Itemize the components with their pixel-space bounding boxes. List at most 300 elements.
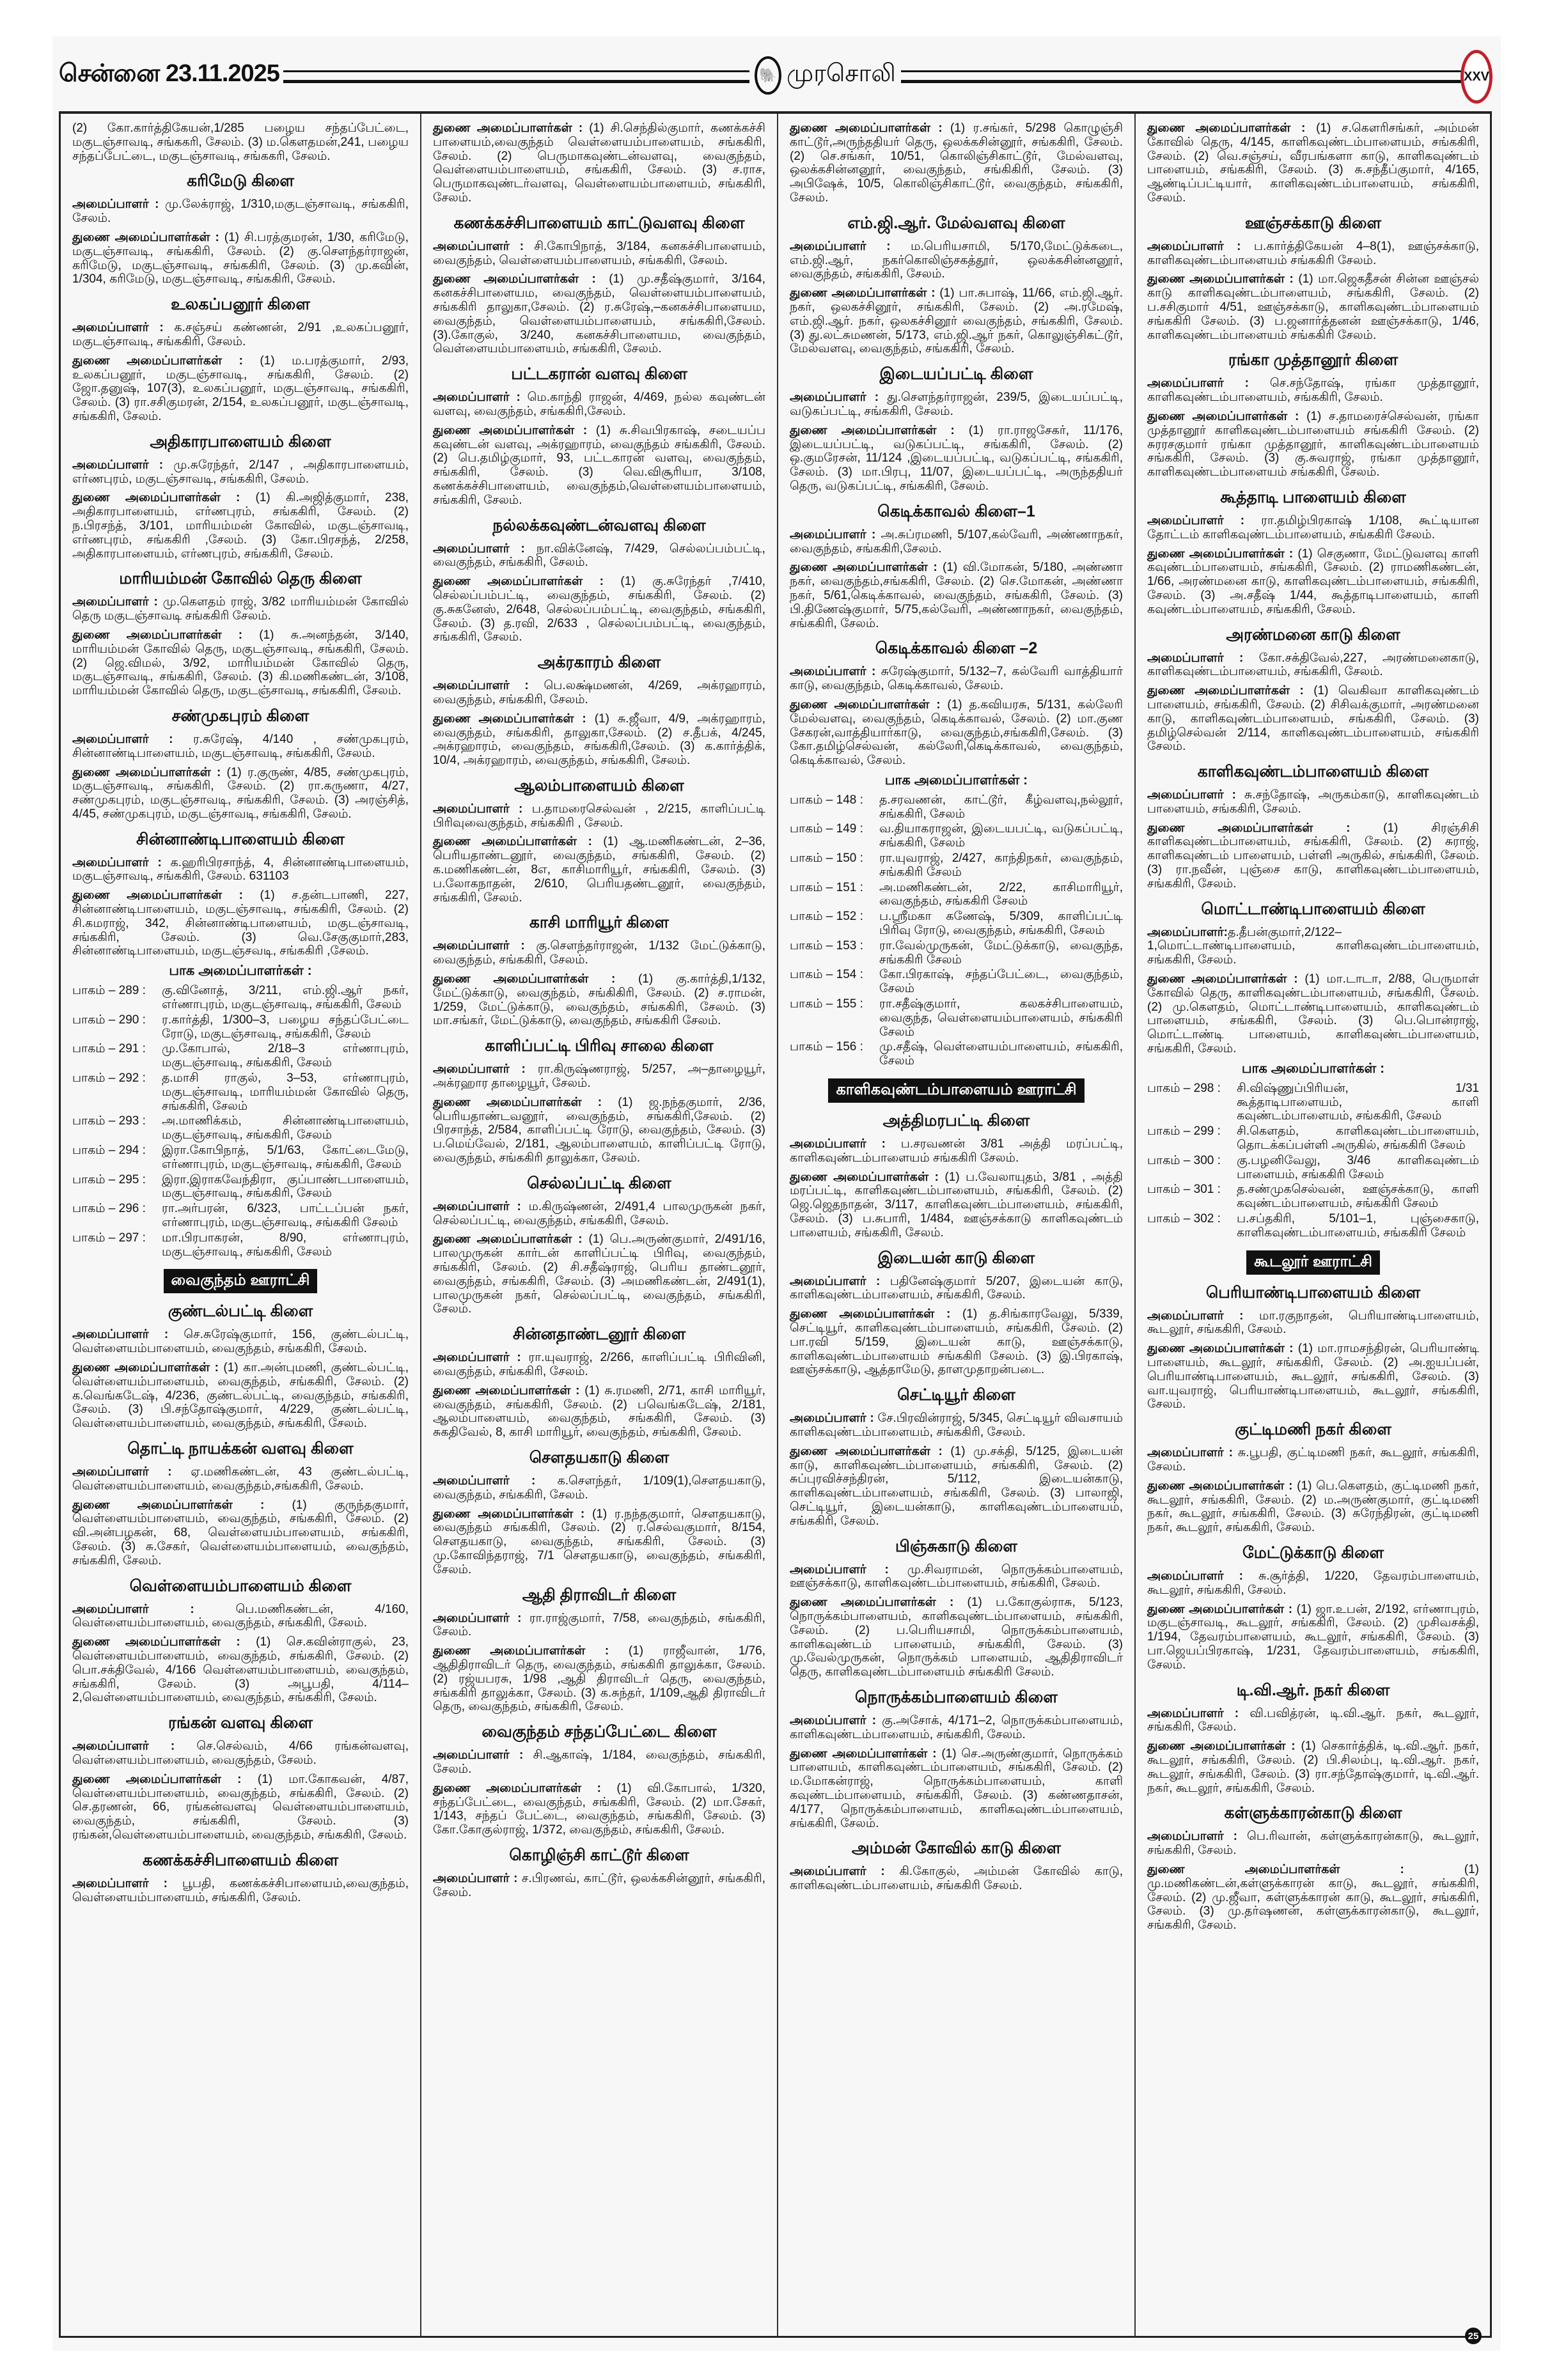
role-label: துணை அமைப்பாளர்கள் : bbox=[1147, 547, 1294, 561]
organiser-entry bbox=[433, 1474, 765, 1502]
booth-number: பாகம் – 296 : bbox=[72, 1202, 146, 1216]
branch-heading: அரண்மனை காடு கிளை bbox=[1226, 625, 1400, 644]
booth-organiser-entry bbox=[1147, 1154, 1479, 1182]
organiser-details: (1) மா.ஜெகதீசன் சின்ன ஊஞ்சல் காடு காளிகவுண்டம்பாளையம், சங்ககிரி, சேலம். (2) ப.சசிகுமார் 4/51, ஊஞ்சக்காடு, காளிகவுண்டம்பாளையம் சங்ககிரி சேலம். (3) ப.ஜனார்த்தனன் ஊஞ்சக்காடு, 1/46, காளிகவுண்டம்பாளையம் சங்ககிரி சேலம். bbox=[1147, 272, 1479, 342]
organiser-details: ரா.யுவராஜ், 2/266, காளிப்பட்டி பிரிவினி, வைகுந்தம், சங்ககிரி, சேலம். bbox=[433, 1351, 765, 1378]
organiser-details: அ.சுப்ரமணி, 5/107,கல்வேரி, அண்ணாநகர், வைகுந்தம், சங்ககிரி,சேலம். bbox=[790, 527, 1123, 556]
subsection-heading: பாக அமைப்பாளர்கள் : bbox=[884, 772, 1028, 788]
organiser-details: (1) ஆ.மணிகண்டன், 2–36, பெரியதாண்டனூர், வைகுந்தம், சங்ககிரி, சேலம். (2) க.மணிகண்டன், 8எ, காசிமாரியூர், சங்ககிரி, சேலம். (3) ப.லோகநாதன், 2/610, பெரியதண்டனூர், வைகுந்தம், சங்ககிரி, சேலம். bbox=[433, 835, 765, 905]
role-label: துணை அமைப்பாளர்கள் : bbox=[72, 889, 243, 903]
role-label: அமைப்பாளர் : bbox=[433, 239, 524, 253]
organiser-entry bbox=[72, 491, 409, 561]
role-label: அமைப்பாளர் : bbox=[433, 1611, 522, 1625]
organiser-details: மா.ரகுநாதன், பெரியாண்டிபாளையம், கூடலூர், சங்ககிரி, சேலம். bbox=[1147, 1309, 1479, 1337]
organiser-details: (1) சி.செந்தில்குமார், கணக்கச்சி பாளையம்,வைகுந்தம் வெள்ளையம்பாளையம், சங்ககிரி, சேலம். (2) பெருமாகவுண்டன்வளவு, வைகுந்தம், வெள்ளையம்பாளையம், சங்ககிரி, சேலம். (3) ச.ராச, பெருமாகவுண்டர்வளவு, வெள்ளையம்பாளையம், சங்ககிரி, சேலம். bbox=[433, 121, 765, 205]
role-label: துணை அமைப்பாளர்கள் : bbox=[72, 1635, 240, 1649]
organiser-entry bbox=[433, 575, 765, 644]
organiser-entry bbox=[72, 1361, 409, 1431]
role-label: துணை அமைப்பாளர்கள் : bbox=[790, 1444, 943, 1458]
branch-heading: சௌதயகாடு கிளை bbox=[529, 1448, 670, 1466]
organiser-details: (1) ராஜீவான், 1/76, ஆதிதிராவிடர் தெரு, வைகுந்தம், சங்ககிரி தாலுக்கா, சேலம். (2) ரஜ்யபரசு, 1/98 ,ஆதி திராவிடர் தெரு, வைகுந்தம், சங்ககிரி தாலுக்கா, சேலம். (3) க.சுந்தர், 1/109,ஆதி திராவிடர் தெரு, வைகுந்தம், சங்ககிரி, சேலம். bbox=[433, 1644, 765, 1714]
booth-number: பாகம் – 156 : bbox=[790, 1040, 863, 1054]
organiser-details: (1) ச.தாமரைச்செல்வன், ரங்கா முத்தானூர் காளிகவுண்டம்பாளையம் சங்ககிரி சேலம். (2) சுரரசகுமார் ரங்கா முத்தானூர், காளிகவுண்டம்பாளையம் சங்ககிரி, சேலம். (3) கு.சுவராஜ், ரங்கா முத்தானூர், காளிகவுண்டம்பாளையம் சங்ககிரி, சேலம். bbox=[1147, 409, 1479, 479]
branch-heading: இடையன் காடு கிளை bbox=[877, 1248, 1035, 1267]
paper-logo bbox=[749, 56, 901, 95]
organiser-entry bbox=[1147, 121, 1479, 205]
panchayat-banner bbox=[72, 1269, 409, 1293]
organiser-entry bbox=[72, 1739, 409, 1768]
booth-organiser-details: ர.கார்த்தி, 1/300–3, பழைய சந்தப்பேட்டை ரோடு, மகுடஞ்சாவடி, சங்ககிரி, சேலம் bbox=[162, 1013, 409, 1041]
booth-organiser-details: த.மாசி ராகுல், 3–53, எர்ணாபுரம், மகுடஞ்சாவடி, மாரியம்மன் கோவில் தெரு, சங்ககிரி, சேலம் bbox=[162, 1071, 409, 1113]
role-label: துணை அமைப்பாளர்கள் : bbox=[433, 272, 596, 286]
organiser-entry bbox=[433, 1872, 765, 1900]
role-label: அமைப்பாளர் : bbox=[72, 321, 164, 335]
organiser-details: (1) மா.டாடா, 2/88, பெருமாள் கோவில் தெரு, காளிகவுண்டம்பாளையம், சங்ககிரி, சேலம். (2) மு.கௌதம், மொட்டாண்டிபாளையம், காளிகவுண்டம் பாளையம், சங்ககிரி, சேலம். (3) பெ.பொன்ராஜ், மொட்டாண்டி பாளையம், காளிகவுண்டம்பாளையம், சங்ககிரி, சேலம். bbox=[1147, 972, 1479, 1056]
role-label: அமைப்பாளர் : bbox=[790, 1713, 877, 1727]
organiser-entry bbox=[1147, 1707, 1479, 1735]
organiser-details: செ.செல்வம், 4/66 ரங்கன்வளவு, வெள்ளையம்பாளையம், வைகுந்தம், சேலம். bbox=[72, 1739, 409, 1767]
branch-heading: எம்.ஜி.ஆர். மேல்வளவு கிளை bbox=[847, 214, 1065, 232]
organiser-details: (1) கி.அஜித்குமார், 238, அதிகாரபாளையம், எர்ணபுரம், சங்ககிரி, சேலம். (2) ந.பிரசந்த், 3/101, மாரியம்மன் கோவில், மகுடஞ்சாவடி, எர்ணபுரம், சங்ககிரி ,சேலம். (3) கோ.பிரசந்த், 2/258, அதிகாரபாளையம், எர்ணபுரம், சங்ககிரி, சேலம். bbox=[72, 491, 409, 561]
booth-organiser-details: ப.சப்தகிரி, 5/101–1, புஞ்சைகாடு, காளிகவுண்டம்பாளையம், சங்ககிரி சேலம் bbox=[1237, 1212, 1479, 1240]
booth-organiser-entry bbox=[790, 939, 1123, 967]
branch-heading: அத்திமரபட்டி கிளை bbox=[882, 1112, 1030, 1130]
branch-heading: அதிகாரபாளையம் கிளை bbox=[150, 432, 331, 451]
organiser-entry bbox=[72, 458, 409, 486]
organiser-details: (1) சு.ஜீவா, 4/9, அக்ரஹாரம், வைகுந்தம், சங்ககிரி, தாலுகா,சேலம். (2) ச.தீபக், 4/245, அக்ரஹாரம், வைகுந்தம், சங்ககிரி,சேலம். (3) க.கார்த்திக், 10/4, அக்ரஹாரம், வைகுந்தம், சங்ககிரி, சேலம். bbox=[433, 712, 765, 768]
booth-organiser-entry bbox=[1147, 1124, 1479, 1153]
role-label: துணை அமைப்பாளர்கள் : bbox=[1147, 684, 1304, 698]
booth-organiser-details: ரா.அர்பரன், 6/323, பாட்டப்பன் நகர், எர்ணாபுரம், மகுடஞ்சாவடி, சங்ககிரி சேலம் bbox=[162, 1202, 409, 1230]
organiser-entry bbox=[72, 889, 409, 958]
booth-organiser-details: சி.விஷ்ணுப்பிரியன், 1/31 கூத்தாடிபாளையம், காளி கவுண்டம்பாளையம், சங்ககிரி, சேலம் bbox=[1237, 1081, 1479, 1123]
organiser-details: மு.லேக்ராஜ், 1/310,மகுடஞ்சாவடி, சங்ககிரி, சேலம். bbox=[72, 198, 409, 226]
organiser-entry bbox=[433, 542, 765, 570]
organiser-details: மு.சிவராமன், நொருக்கம்பாளையம், ஊஞ்சக்காடு, காளிகவுண்டம்பாளையம், சங்ககிரி, சேலம். bbox=[790, 1562, 1124, 1591]
branch-heading: மொட்டாண்டிபாளையம் கிளை bbox=[1201, 899, 1425, 918]
organiser-entry bbox=[790, 665, 1123, 693]
booth-organiser-details: இரா.கோபிநாத், 5/1/63, கோட்டைமேடு, எர்ணாபுரம், மகுடஞ்சாவடி, சங்ககிரி, சேலம் bbox=[162, 1144, 409, 1171]
organiser-entry bbox=[1147, 651, 1479, 680]
organiser-entry bbox=[433, 1748, 765, 1777]
masthead bbox=[59, 56, 1492, 95]
organiser-entry bbox=[72, 1328, 409, 1356]
branch-heading: ஆதி திராவிடர் கிளை bbox=[522, 1585, 677, 1604]
panchayat-banner bbox=[1147, 1250, 1479, 1275]
booth-organiser-details: கு.பழனிவேலு, 3/46 காளிகவுண்டம் பாளையம், சங்ககிரி சேலம் bbox=[1237, 1153, 1479, 1181]
organiser-details: (1) கா.அன்புமணி, குண்டல்பட்டி, வெள்ளையம்பாளையம், வைகுந்தம், சங்ககிரி, சேலம். (2) க.வெங்கடேஷ், 4/236, குண்டல்பட்டி, வைகுந்தம், சங்ககிரி, சேலம். (3) பி.சந்தோஷ்குமார், 4/229, குண்டல்பட்டி, வெள்ளையம்பாளையம், வைகுந்தம், சங்ககிரி, சேலம். bbox=[72, 1361, 409, 1431]
booth-organiser-entry bbox=[1147, 1183, 1479, 1211]
role-label: அமைப்பாளர் : bbox=[433, 1062, 526, 1077]
organiser-entry bbox=[790, 1714, 1123, 1742]
paper-name: முரசொலி bbox=[787, 60, 896, 87]
organiser-entry bbox=[72, 354, 409, 424]
role-label: அமைப்பாளர் : bbox=[790, 1412, 874, 1426]
column-2 bbox=[421, 114, 777, 2332]
organiser-details: ம.பெரியசாமி, 5/170,மேட்டுக்கடை, எம்.ஜி.ஆர், நகர்கொலிஞ்சகத்தூர், ஒலக்கசின்னனூர், வைகுந்தம், சங்ககிரி, சேலம். bbox=[790, 239, 1124, 281]
role-label: அமைப்பாளர் : bbox=[1147, 1706, 1239, 1720]
organiser-entry bbox=[1147, 377, 1479, 405]
organiser-entry bbox=[1147, 547, 1479, 617]
branch-heading: குண்டல்பட்டி கிளை bbox=[168, 1302, 313, 1321]
role-label: அமைப்பாளர் : bbox=[1147, 1309, 1244, 1323]
role-label: அமைப்பாளர் : bbox=[72, 458, 164, 472]
booth-organiser-entry bbox=[790, 1040, 1123, 1068]
role-label: அமைப்பாளர் : bbox=[433, 1871, 518, 1885]
organiser-entry bbox=[1147, 1569, 1479, 1598]
organiser-details: (1) வி.மோகன், 5/180, அண்ணா நகர், வைகுந்தம்,சங்ககிரி, சேலம். (2) செ.மோகன், அண்ணா நகர், 5/61,கெடிக்காவல், வைகுந்தம், சங்ககிரி, சேலம். (3) பி.திணேஷ்குமார், 5/75,கல்வேரி, அண்ணாநகர், வைகுந்தம், சங்ககிரி, சேலம். bbox=[790, 561, 1124, 630]
organiser-details: கு.சௌந்தர்ராஜன், 1/132 மேட்டுக்காடு, வைகுந்தம், சங்ககிரி, சேலம். bbox=[433, 939, 765, 967]
organiser-details: (1) ரா.ராஜசேகர், 11/176, இடையப்பட்டி, வடுகப்பட்டி, சங்ககிரி, சேலம். (2) ஒ.குமரேசன், 11/124 ,இடையப்பட்டி, வடுகப்பட்டி, சங்ககிரி, சேலம். (3) மா.பிரபு, 11/07, இடையப்பட்டி, அருந்ததியர் தெரு, வடுகப்பட்டி, சங்ககிரி, சேலம். bbox=[790, 423, 1123, 493]
organiser-entry bbox=[790, 391, 1123, 419]
organiser-details: (1) வி.கோபால், 1/320, சந்தப்பேட்டை, வைகுந்தம், சங்ககிரி, சேலம். (2) மா.சேகர், 1/143, சந்தப் பேட்டை, வைகுந்தம், சங்ககிரி, சேலம். (3) கோ.கோகுல்ராஜ், 1/372, வைகுந்தம், சங்ககிரி, சேலம். bbox=[433, 1781, 765, 1837]
booth-number: பாகம் – 149 : bbox=[790, 822, 863, 836]
organiser-entry bbox=[433, 1782, 765, 1837]
booth-organiser-entry bbox=[72, 1202, 409, 1230]
branch-heading: நொருக்கம்பாளையம் கிளை bbox=[855, 1688, 1058, 1706]
role-label: துணை அமைப்பாளர்கள் : bbox=[72, 354, 243, 368]
organiser-details: செ.சந்தோஷ், ரங்கா முத்தானூர், காளிகவுண்டம்பாளையம், சங்ககிரி, சேலம். bbox=[1147, 377, 1479, 405]
organiser-entry bbox=[1147, 240, 1479, 268]
booth-organiser-details: த.சரவணன், காட்டூர், கீழ்வளவு,நல்லூர், சங்ககிரி, சேலம் bbox=[879, 793, 1123, 821]
organiser-entry bbox=[790, 1747, 1123, 1831]
role-label: துணை அமைப்பாளர்கள் : bbox=[433, 1095, 602, 1109]
booth-number: பாகம் – 289 : bbox=[72, 984, 146, 998]
organiser-details: (1) த.கவியரசு, 5/131, கல்லேரி மேல்வளவு, வைகுந்தம், கெடிக்காவல், சேலம். (2) மா.குண சேகரன்,வாத்தியார்காடு, வைகுந்தம்,சங்ககிரி,சேலம். (3) கோ.தமிழ்செல்வன், கல்லேரி,கெடிக்காவல், வைகுந்தம், கெடிக்காவல், சேலம். bbox=[790, 697, 1123, 768]
role-label: அமைப்பாளர் : bbox=[72, 1602, 194, 1616]
role-label: துணை அமைப்பாளர்கள் : bbox=[1147, 821, 1351, 835]
organiser-entry bbox=[790, 240, 1123, 281]
organiser-details: (1) சு.அனந்தன், 3/140, மாரியம்மன் கோவில் தெரு, மகுடஞ்சாவடி, சங்ககிரி, சேலம். (2) ஜெ.விமல், 3/92, மாரியம்மன் கோவில் தெரு, மகுடஞ்சாவடி, சங்ககிரி, சேலம். (3) கி.மணிகண்டன், 3/108, மாரியம்மன் கோவில் தெரு, மகுடஞ்சாவடி, சங்ககிரி, சேலம். bbox=[72, 628, 409, 698]
organiser-entry bbox=[433, 679, 765, 707]
organiser-entry bbox=[72, 231, 409, 286]
role-label: துணை அமைப்பாளர்கள் : bbox=[433, 712, 586, 726]
organiser-details: கு.அசோக், 4/171–2, நொருக்கம்பாளையம், காளிகவுண்டம்பாளையம், சங்ககிரி, சேலம். bbox=[790, 1713, 1123, 1741]
role-label: துணை அமைப்பாளர்கள் : bbox=[790, 1596, 954, 1610]
branch-heading: மேட்டுக்காடு கிளை bbox=[1242, 1543, 1384, 1562]
organiser-entry bbox=[790, 1445, 1123, 1528]
organiser-entry bbox=[433, 1644, 765, 1714]
organiser-entry bbox=[1147, 1739, 1479, 1795]
branch-heading: கூத்தாடி பாளையம் கிளை bbox=[1220, 488, 1406, 506]
organiser-entry bbox=[72, 733, 409, 761]
booth-number: பாகம் – 151 : bbox=[790, 880, 863, 894]
booth-number: பாகம் – 300 : bbox=[1147, 1153, 1221, 1167]
role-label: அமைப்பாளர் : bbox=[1147, 788, 1236, 802]
organiser-entry bbox=[1147, 788, 1479, 816]
organiser-entry bbox=[72, 856, 409, 884]
organiser-details: (1) செகார்த்திக், டி.வி.ஆர். நகர், கூடலூர், சங்ககிரி, சேலம். (2) பி.சிலம்பு, டி.வி.ஆர். நகர், கூடலூர், சங்ககிரி, சேலம். (3) ரா.சந்தோஷ்குமார், டி.வி.ஆர். நகர், கூடலூர், சங்ககிரி, சேலம். bbox=[1147, 1739, 1480, 1795]
organiser-details: (1) பெ.கௌதம், குட்டிமணி நகர், கூடலூர், சங்ககிரி, சேலம். (2) ம.அருண்குமார், குட்டிமணி நகர், கூடலூர், சங்ககிரி, சேலம். (3) சுரேந்திரன், குட்டிமணி நகர், கூடலூர், சங்ககிரி, சேலம். bbox=[1147, 1479, 1479, 1535]
branch-heading: செல்லப்பட்டி கிளை bbox=[527, 1174, 671, 1192]
column-1 bbox=[61, 114, 420, 2332]
booth-number: பாகம் – 301 : bbox=[1147, 1183, 1221, 1197]
organiser-details: (1) ர.சங்கர், 5/298 கொழுஞ்சி காட்டூர்,அருந்ததியர் தெரு, ஒலக்கசின்னூர், சங்ககிரி, சேலம். (2) செ.சங்கர், 10/51, கொலிஞ்சிகாட்டூர், மேல்வளவு, ஒலக்கசின்னனூர், வைகுந்தம், சங்கிகிரி, சேலம். (3) அபிஷேக், 10/5, கொலிஞ்சிகாட்டூர், வைகுந்தம், சங்ககிரி, சேலம். bbox=[790, 121, 1123, 205]
subsection-heading: பாக அமைப்பாளர்கள் : bbox=[1241, 1061, 1385, 1076]
organiser-entry bbox=[790, 528, 1123, 556]
booth-organiser-details: ரா.சதீஷ்குமார், கலகச்சிபாளையம், வைகுந்த, வெள்ளையம்பாளையம், சங்ககிரி சேலம் bbox=[879, 997, 1123, 1039]
branch-heading: அக்ரகாரம் கிளை bbox=[537, 653, 661, 672]
organiser-entry bbox=[72, 595, 409, 623]
organiser-entry bbox=[433, 1507, 765, 1577]
booth-number: பாகம் – 294 : bbox=[72, 1144, 146, 1158]
organiser-entry bbox=[790, 1563, 1123, 1591]
booth-organiser-details: சி.கௌதம், காளிகவுண்டம்பாளையம், தொடக்கப்பள்ளி அருகில், சங்ககிரி சேலம் bbox=[1237, 1124, 1479, 1153]
booth-organiser-entry bbox=[72, 1173, 409, 1201]
organiser-details: (1) பெ.அருண்குமார், 2/491/16, பாலமுருகன் கார்டன் காளிப்பட்டி பிரிவு, வைகுந்தம், சங்ககிரி, சேலம். (2) சி.சதீஷ்ராஜ், பெரிய தாண்டனூர், வைகுந்தம், சங்ககிரி, சேலம். (3) அமணிகண்டன், 2/491(1), பாலமுருகன் நகர், செல்லப்பட்டி, வைகுந்தம், சங்ககிரி, சேலம். bbox=[433, 1233, 765, 1316]
role-label: அமைப்பாளர் : bbox=[433, 391, 521, 405]
organiser-details: ரா.தமிழ்பிரகாஷ் 1/108, கூட்டியான தோட்டம் காளிகவுண்டம்பாளையம், சங்ககிரி சேலம். bbox=[1147, 513, 1479, 541]
role-label: அமைப்பாளர் : bbox=[790, 665, 876, 679]
role-label: துணை அமைப்பாளர்கள் : bbox=[790, 423, 955, 437]
branch-heading: தொட்டி நாயக்கன் வளவு கிளை bbox=[127, 1439, 354, 1458]
organiser-details: (1) ஜா.உபன், 2/192, எர்ணாபுரம், மகுடஞ்சாவடி, கூடலூர், சங்ககிரி, சேலம். (2) முசிவசக்தி, 1/194, தேவரம்பாளையம், கூடலூர், சங்ககிரி, சேலம். (3) பா.ஜெயப்பிரகாஷ், 1/231, தேவரம்பாளையம், சங்ககிரி, சேலம். bbox=[1147, 1602, 1479, 1672]
organiser-entry bbox=[1147, 972, 1479, 1056]
role-label: துணை அமைப்பாளர்கள் : bbox=[790, 1307, 951, 1321]
role-label: துணை அமைப்பாளர்கள் : bbox=[1147, 409, 1299, 423]
organiser-entry bbox=[72, 198, 409, 226]
role-label: அமைப்பாளர் : bbox=[790, 1865, 885, 1879]
organiser-details: பெ.லக்ஷ்மணன், 4/269, அக்ரஹாரம், வைகுந்தம், சங்ககிரி, சேலம். bbox=[433, 679, 765, 706]
role-label: அமைப்பாளர் : bbox=[1147, 1446, 1233, 1460]
organiser-entry bbox=[433, 240, 765, 268]
organiser-details: (1) ஜ.நந்தகுமார், 2/36, பெரியதாண்டவனூர், வைகுந்தம், சங்ககிரி,சேலம். (2) பிரசாந்த், 2/584, காளிப்பட்டி ரோடு, வைகுந்தம், சேலம். (3) ப.மெய்வேல், 2/181, ஆலம்பாளையம், காளிப்பட்டி ரோடு, வைகுந்தம், சங்ககிரி தாலுக்கா, சேலம். bbox=[433, 1095, 765, 1165]
organiser-entry bbox=[1147, 1479, 1479, 1535]
role-label: துணை அமைப்பாளர்கள் : bbox=[1147, 972, 1298, 986]
role-label: துணை அமைப்பாளர்கள் : bbox=[790, 121, 943, 135]
role-label: துணை அமைப்பாளர்கள் : bbox=[433, 1644, 609, 1658]
organiser-entry bbox=[790, 424, 1123, 494]
elephant-emblem-icon: 🐘 bbox=[755, 56, 781, 95]
organiser-entry bbox=[1147, 926, 1479, 967]
role-label: அமைப்பாளர் : bbox=[1147, 1569, 1243, 1583]
role-label: துணை அமைப்பாளர்கள் : bbox=[1147, 1602, 1293, 1616]
organiser-details: ரா.கிருஷ்ணராஜ், 5/257, அ–தாழையூர், அக்ரஹார தாழையூர், சேலம். bbox=[433, 1062, 766, 1091]
booth-organiser-entry bbox=[1147, 1082, 1479, 1123]
organiser-details: ர.சுரேஷ், 4/140 , சண்முகபுரம், சின்னாண்டிபாளையம், மகுடஞ்சாவடி, சங்ககிரி, சேலம். bbox=[72, 732, 409, 760]
organiser-entry bbox=[1147, 821, 1479, 891]
organiser-entry bbox=[433, 1384, 765, 1440]
booth-organiser-entry bbox=[790, 822, 1123, 850]
role-label: துணை அமைப்பாளர்கள் : bbox=[433, 1507, 585, 1521]
branch-heading: வைகுந்தம் சந்தப்பேட்டை கிளை bbox=[482, 1723, 717, 1741]
organiser-details: (1) ர.நந்தகுமார், சௌதயகாடு, வைகுந்தம் சங்ககிரி, சேலம். (2) ர.செல்வகுமார், 8/154, சௌதயகாடு, வைகுந்தம், சங்ககிரி, சேலம். (3) மு.கோவிந்தராஜ், 7/1 சௌதயகாடு, வைகுந்தம், சங்ககிரி, சேலம். bbox=[433, 1507, 765, 1576]
booth-number: பாகம் – 297 : bbox=[72, 1231, 146, 1245]
organiser-entry bbox=[790, 1307, 1123, 1377]
booth-organiser-details: இரா.இராகவேந்திரா, குப்பாண்டபாளையம், மகுடஞ்சாவடி, சங்ககிரி, சேலம் bbox=[162, 1172, 409, 1201]
organiser-details: பூபதி, கணக்கச்சிபாளையம்,வைகுந்தம், வெள்ளையம்பாளையம், சங்ககிரி, சேலம். bbox=[72, 1876, 409, 1904]
role-label: துணை அமைப்பாளர்கள் : bbox=[1147, 1862, 1404, 1876]
booth-organiser-details: மு.கோபால், 2/18–3 எர்ணாபுரம், மகுடஞ்சாவடி, சங்ககிரி, சேலம் bbox=[162, 1042, 409, 1070]
organiser-details: த.தீபன்குமார்,2/122–1,மொட்டாண்டிபாளையம், காளிகவுண்டம்பாளையம், சங்ககிரி, சேலம். bbox=[1147, 925, 1479, 967]
organiser-details: ப.சரவணன் 3/81 அத்தி மரப்பட்டி, காளிகவுண்டம்பாளையம் சங்ககிரி சேலம். bbox=[790, 1137, 1123, 1165]
organiser-entry bbox=[790, 1137, 1123, 1165]
role-label: அமைப்பாளர் : bbox=[433, 802, 523, 816]
role-label: அமைப்பாளர் : bbox=[1147, 239, 1241, 253]
organiser-details: ம.கிருஷ்ணன், 2/491,4 பாலமுருகன் நகர், செல்லப்பட்டி, வைகுந்தம், சங்ககிரி, சேலம். bbox=[433, 1199, 765, 1227]
organiser-entry bbox=[790, 286, 1123, 356]
branch-heading: கரிமேடு கிளை bbox=[187, 172, 294, 191]
booth-organiser-entry bbox=[790, 968, 1123, 996]
organiser-entry bbox=[790, 561, 1123, 630]
organiser-details: ப.கார்த்திகேயன் 4–8(1), ஊஞ்சக்காடு, காளிகவுண்டம்பாளையம் சங்ககிரி சேலம். bbox=[1147, 239, 1479, 267]
booth-number: பாகம் – 299 : bbox=[1147, 1124, 1221, 1139]
organiser-details: சு.சூர்த்தி, 1/220, தேவரம்பாளையம், கூடலூர், சங்ககிரி, சேலம். bbox=[1147, 1569, 1479, 1597]
organiser-details: ச.பிரணவ், காட்டூர், ஒலக்கசின்னூர், சங்ககிரி, சேலம். bbox=[433, 1871, 766, 1899]
branch-heading: பிஞ்சுகாடு கிளை bbox=[895, 1537, 1017, 1555]
role-label: துணை அமைப்பாளர்கள் : bbox=[72, 765, 221, 779]
role-label: அமைப்பாளர் : bbox=[790, 1562, 889, 1576]
organiser-details: சி.ஆகாஷ், 1/184, வைகுந்தம், சங்ககிரி, சேலம். bbox=[433, 1748, 765, 1776]
organiser-details: க.ஹரிபிரசாந்த், 4, சின்னாண்டிபாளையம், மகுடஞ்சாவடி, சங்ககிரி, சேலம். 631103 bbox=[72, 855, 409, 883]
role-label: துணை அமைப்பாளர்கள் : bbox=[433, 972, 616, 986]
role-label: துணை அமைப்பாளர்கள் : bbox=[790, 1170, 939, 1184]
organiser-details: (1) பா.சுபாஷ், 11/66, எம்.ஜி.ஆர். நகர், ஒலகச்சினூர், சங்ககிரி, சேலம். (2) அ.ரமேஷ், எம்.ஜி.ஆர். நகர், ஒலகச்சினூர் வைகுந்தம், சங்ககிரி, சேலம். (3) து.லட்சுமணன், 5/173, எம்.ஜி.ஆர் நகர், கொலுஞ்சிகட்டூர், மேல்வளவு, வைகுந்தம், சங்ககிரி, சேலம். bbox=[790, 286, 1123, 356]
booth-organiser-entry bbox=[790, 910, 1123, 938]
organiser-entry bbox=[72, 1603, 409, 1631]
booth-number: பாகம் – 153 : bbox=[790, 938, 863, 953]
branch-heading: கொழிஞ்சி காட்டூர் கிளை bbox=[509, 1846, 689, 1864]
organiser-details: சு.சந்தோஷ், அருகம்காடு, காளிகவுண்டம் பாளையம், சங்ககிரி, சேலம். bbox=[1147, 788, 1479, 816]
booth-organiser-entry bbox=[790, 881, 1123, 909]
organiser-entry bbox=[1147, 1863, 1479, 1933]
booth-number: பாகம் – 291 : bbox=[72, 1042, 146, 1056]
branch-heading: காசி மாரியூர் கிளை bbox=[529, 914, 670, 932]
booth-organiser-entry bbox=[790, 852, 1123, 880]
organiser-details: கோ.சக்திவேல்,227, அரண்மனைகாடு, காளிகவுண்டம்பாளையம், சங்ககிரி, சேலம். bbox=[1147, 651, 1480, 679]
organiser-details: (1) செ.அருண்குமார், நொருக்கம் பாளையம், காளிகவுண்டம்பாளையம், சங்ககிரி, சேலம். (2) ம.மோகன்ராஜ், நொருக்கம்பாளையம், காளி கவுண்டம்பாளையம், சங்ககிரி, சேலம். (3) கண்ணதாசன், 4/177, நொருக்கம்பாளையம், காளிகவுண்டம்பாளையம், சங்ககிரி, சேலம். bbox=[790, 1746, 1123, 1830]
organiser-details: (1) மா.கோகவன், 4/87, வெள்ளையம்பாளையம், வைகுந்தம், சங்ககிரி, சேலம். (2) செ.தரணன், 66, ரங்கன்வளவு வெள்ளையம்பாளையம், வைகுந்தம், சங்ககிரி, சேலம். (3) ரங்கன்,வெள்ளையம்பாளையம், வைகுந்தம், சங்ககிரி, சேலம். bbox=[72, 1772, 409, 1842]
booth-organiser-details: அ.மணிகண்டன், 2/22, காசிமாரியூர், வைகுந்தம், சங்ககிரி சேலம் bbox=[879, 880, 1123, 908]
branch-heading: காளிப்பட்டி பிரிவு சாலை கிளை bbox=[485, 1037, 714, 1055]
organiser-entry bbox=[1147, 1603, 1479, 1672]
organiser-entry bbox=[72, 321, 409, 349]
branch-heading: வெள்ளையம்பாளையம் கிளை bbox=[129, 1576, 352, 1595]
organiser-entry bbox=[790, 1865, 1123, 1893]
organiser-entry bbox=[1147, 514, 1479, 542]
organiser-details: (1) ச.கௌரிசங்கர், அம்மன் கோவில் தெரு, 4/145, காளிகவுண்டம்பாளையம், சங்ககிரி, சேலம். (2) வெ.சஞ்சய், வீரபங்களா காடு, காளிகவுண்டம் பாளையம், சங்ககிரி, சேலம். (3) சு.சந்தீப்குமார், 4/165, ஆண்டிப்பட்டியார், காளிகவுண்டம்பாளையம், சங்ககிரி, சேலம். bbox=[1147, 121, 1479, 205]
organiser-entry bbox=[72, 1465, 409, 1493]
organiser-details: சு.பூபதி, குட்டிமணி நகர், கூடலூர், சங்ககிரி, சேலம். bbox=[1147, 1446, 1479, 1474]
booth-organiser-entry bbox=[72, 1231, 409, 1259]
organiser-entry bbox=[72, 766, 409, 821]
organiser-entry bbox=[1147, 1342, 1479, 1412]
booth-organiser-details: ரா.வேல்முருகன், மேட்டுக்காடு, வைகுந்த, சங்ககிரி சேலம் bbox=[879, 938, 1123, 967]
branch-heading: சின்னதாண்டனூர் கிளை bbox=[512, 1325, 686, 1344]
date-line: சென்னை 23.11.2025 bbox=[59, 60, 283, 91]
organiser-details: ஏ.மணிகண்டன், 43 குண்டல்பட்டி, வெள்ளையம்பாளையம், வைகுந்தம்,சங்ககிரி, சேலம். bbox=[72, 1465, 409, 1493]
organiser-entry bbox=[1147, 410, 1479, 479]
organiser-details: (1) த.சிங்காரவேலு, 5/339, செட்டியூர், காளிகவுண்டம்பாளையம், சங்ககிரி, சேலம். (2) பா.ரவி 5/159, இடையன் காடு, ஊஞ்சக்காடு, காளிகவுண்டம்பாளையம் சங்ககிரி சேலம். (3) இ.பிரகாஷ், ஊஞ்சக்காடு, ஆத்தாமேடு, தாளமுதாறன்படை. bbox=[790, 1307, 1123, 1377]
organiser-entry bbox=[433, 1612, 765, 1640]
role-label: அமைப்பாளர் : bbox=[72, 595, 158, 609]
role-label: துணை அமைப்பாளர்கள் : bbox=[72, 1498, 265, 1512]
organiser-entry bbox=[790, 1275, 1123, 1303]
role-label: அமைப்பாளர் : bbox=[433, 1199, 521, 1213]
branch-heading: சண்முகபுரம் கிளை bbox=[171, 706, 309, 725]
organiser-entry bbox=[1147, 272, 1479, 342]
organiser-details: (1) ப.வேலாயுதம், 3/81 , அத்தி மரப்பட்டி, காளிகவுண்டம்பாளையம், சங்ககிரி, சேலம். (2) ஜெ.ஜெதநாதன், 3/117, காளிகவுண்டம்பாளையம், சங்ககிரி, சேலம். (3) ப.சுபாரி, 1/484, ஊஞ்சக்காடு காளிகவுண்டம் பாளையம், சங்ககிரி, சேலம். bbox=[790, 1170, 1123, 1240]
role-label: அமைப்பாளர் : bbox=[1147, 377, 1249, 391]
organiser-details: ப.தாமரைசெல்வன் , 2/215, காளிப்பட்டி பிரிவுவைகுந்தம், சங்ககிரி , சேலம். bbox=[433, 802, 766, 830]
role-label: துணை அமைப்பாளர்கள் : bbox=[72, 1361, 219, 1374]
role-label: துணை அமைப்பாளர்கள் : bbox=[1147, 1342, 1294, 1356]
organiser-entry bbox=[72, 628, 409, 698]
organiser-details: (1) மா.ராமசந்திரன், பெரியாண்டி பாளையம், கூடலூர், சங்ககிரி, சேலம். (2) அ.ஐயப்பன், பெரியாண்டிபாளையம், கூடலூர், சங்ககிரி, சேலம். (3) வா.யுவராஜ், பெரியாண்டிபாளையம், கூடலூர், சங்ககிரி, சேலம். bbox=[1147, 1342, 1479, 1412]
role-label: துணை அமைப்பாளர்கள் : bbox=[433, 575, 604, 589]
organiser-details: (1) செ.கவின்ராகுல், 23, வெள்ளையம்பாளையம், வைகுந்தம், சங்ககிரி, சேலம். (2) பொ.சக்திவேல், 4/166 வெள்ளையம்பாளையம், வைகுந்தம், சங்ககிரி, சேலம். (3) அபூபதி, 4/114–2,வெள்ளையம்பாளையம், வைகுந்தம், சங்ககிரி, சேலம். bbox=[72, 1635, 409, 1705]
branch-heading: காளிகவுண்டம்பாளையம் கிளை bbox=[1197, 763, 1429, 781]
branch-heading: ஆலம்பாளையம் கிளை bbox=[514, 776, 684, 795]
booth-organiser-details: ரா.யுவராஜ், 2/427, காந்திநகர், வைகுந்தம், சங்ககிரி சேலம் bbox=[879, 852, 1123, 879]
organiser-entry bbox=[790, 1171, 1123, 1240]
booth-organiser-entry bbox=[72, 1013, 409, 1041]
organiser-entry bbox=[790, 1412, 1123, 1440]
booth-number: பாகம் – 148 : bbox=[790, 793, 863, 807]
organiser-details: கி.கோகுல், அம்மன் கோவில் காடு, காளிகவுண்டம்பாளையம், சங்ககிரி சேலம். bbox=[790, 1865, 1124, 1893]
branch-heading: டி.வி.ஆர். நகர் கிளை bbox=[1236, 1681, 1390, 1699]
role-label: துணை அமைப்பாளர்கள் : bbox=[790, 286, 936, 300]
branch-heading: ஊஞ்சக்காடு கிளை bbox=[1244, 214, 1382, 232]
role-label: துணை அமைப்பாளர்கள் : bbox=[1147, 1739, 1296, 1754]
organiser-entry bbox=[433, 1200, 765, 1228]
booth-organiser-entry bbox=[72, 1042, 409, 1070]
booth-organiser-details: த.சண்முகசெல்வன், ஊஞ்சக்காடு, காளி கவுண்டம்பாளையம், சங்ககிரி சேலம் bbox=[1237, 1183, 1479, 1211]
organiser-details: (1) செகுணா, மேட்டுவளவு காளி கவுண்டம்பாளையம், சங்ககிரி, சேலம். (2) ராமணிகண்டன், 1/66, அரண்மனை காடு, காளிகவுண்டம்பாளையம், சங்ககிரி, சேலம். (3) அ.சதீஷ் 1/44, கூத்தாடிபாளையம், காளி கவுண்டம்பாளையம், சங்ககிரி, சேலம். bbox=[1147, 547, 1479, 616]
organiser-details: மு.சுரேந்தர், 2/147 , அதிகாரபாளையம், எர்ணபுரம், மகுடஞ்சாவடி, சங்ககிரி, சேலம். bbox=[72, 458, 409, 486]
role-label: துணை அமைப்பாளர்கள் : bbox=[72, 1772, 242, 1786]
booth-organiser-details: அ.மாணிக்கம், சின்னாண்டிபாளையம், மகுடஞ்சாவடி, சங்ககிரி, சேலம் bbox=[162, 1114, 409, 1142]
organiser-entry bbox=[433, 1062, 765, 1091]
organiser-details: பெ.மணிகண்டன், 4/160, வெள்ளையம்பாளையம், வைகுந்தம், சங்ககிரி, சேலம். bbox=[72, 1602, 409, 1630]
organiser-details: (1) வெகிவா காளிகவுண்டம் பாளையம், சங்ககிரி, சேலம். (2) சிசிவக்குமார், அரண்மனை காடு, காளிகவுண்டம்பாளையம், சங்ககிரி, சேலம். (3) தமிழ்செல்வன் 2/114, காளிகவுண்டம்பாளையம், சங்ககிரி சேலம். bbox=[1147, 684, 1479, 754]
booth-organiser-entry bbox=[72, 1114, 409, 1142]
role-label: துணை அமைப்பாளர்கள் : bbox=[1147, 1479, 1293, 1493]
organiser-details: (1) கு.கார்த்தி,1/132, மேட்டுக்காடு, வைகுந்தம், சங்கிகிரி, சேலம். (2) ச.ராமன், 1/259, மேட்டுக்காடு, வைகுந்தம், சங்ககிரி, சேலம். (3) மா.சங்கர், மேட்டுக்காடு, வைகுந்தம், சங்ககிரி சேலம். bbox=[433, 972, 765, 1028]
branch-heading: ரங்கன் வளவு கிளை bbox=[168, 1714, 313, 1732]
organiser-details: பதினேஷ்குமார் 5/207, இடையன் காடு, காளிகவுண்டம்பாளையம், சங்ககிரி, சேலம். bbox=[790, 1274, 1123, 1302]
subsection-heading: பாக அமைப்பாளர்கள் : bbox=[169, 963, 312, 979]
organiser-entry bbox=[790, 698, 1123, 768]
role-label: அமைப்பாளர் : bbox=[72, 1465, 172, 1479]
branch-heading: இடையப்பட்டி கிளை bbox=[879, 365, 1033, 384]
organiser-entry bbox=[433, 939, 765, 967]
role-label: அமைப்பாளர் : bbox=[1147, 1830, 1238, 1844]
role-label: அமைப்பாளர் : bbox=[72, 1876, 168, 1890]
role-label: துணை அமைப்பாளர்கள் : bbox=[433, 1233, 583, 1247]
booth-number: பாகம் – 152 : bbox=[790, 910, 863, 924]
booth-number: பாகம் – 290 : bbox=[72, 1013, 146, 1027]
organiser-entry bbox=[433, 835, 765, 905]
organiser-details: (1) சு.ரமணி, 2/71, காசி மாரியூர், வைகுந்தம், சங்ககிரி, சேலம். (2) பவெங்கடேஷ், 2/181, ஆலம்பாளையம், வைகுந்தம், சங்ககிரி, சேலம். (3) சுகதிவேல், 8, காசி மாரியூர், வைகுந்தம், சங்ககிரி, சேலம். bbox=[433, 1383, 765, 1440]
organiser-entry bbox=[72, 1498, 409, 1568]
organiser-entry bbox=[433, 1096, 765, 1165]
organiser-entry bbox=[433, 121, 765, 205]
role-label: துணை அமைப்பாளர்கள் : bbox=[433, 1383, 580, 1397]
branch-heading: அம்மன் கோவில் காடு கிளை bbox=[851, 1839, 1061, 1858]
booth-number: பாகம் – 295 : bbox=[72, 1172, 146, 1186]
organiser-entry bbox=[72, 1877, 409, 1905]
organiser-details: க.சஞ்சய் கண்ணன், 2/91 ,உலகப்பனூர், மகுடஞ்சாவடி, சங்ககிரி, சேலம். bbox=[72, 321, 409, 348]
organiser-entry bbox=[433, 712, 765, 768]
role-label: அமைப்பாளர் : bbox=[433, 939, 525, 953]
organiser-details: (2) கோ.கார்த்திகேயன்,1/285 பழைய சந்தப்பேட்டை, மகுடஞ்சாவடி, சங்ககரி, சேலம். (3) ம.கௌதமன்,241, பழைய சந்தப்பேட்டை, மகுடஞ்சாவடி, சங்ககரி, சேலம். bbox=[72, 121, 409, 163]
organiser-details: (1) குருந்தகுமார், வெள்ளையம்பாளையம், வைகுந்தம், சங்ககிரி, சேலம். (2) வி.அன்பழகன், 68, வெள்ளையம்பாளையம், சங்ககிரி, சேலம். (3) சு.சேகர், வெள்ளையம்பாளையம், வைகுந்தம், சங்ககிரி, சேலம். bbox=[72, 1498, 409, 1567]
organiser-details: சே.பிரவின்ராஜ், 5/345, செட்டியூர் விவசாயம் காளிகவுண்டம்பாளையம், சங்ககிரி, சேலம். bbox=[790, 1412, 1124, 1439]
role-label: துணை அமைப்பாளர்கள் : bbox=[433, 835, 592, 849]
organiser-entry bbox=[433, 424, 765, 508]
panchayat-banner-label: கூடலூர் ஊராட்சி bbox=[1246, 1250, 1380, 1275]
